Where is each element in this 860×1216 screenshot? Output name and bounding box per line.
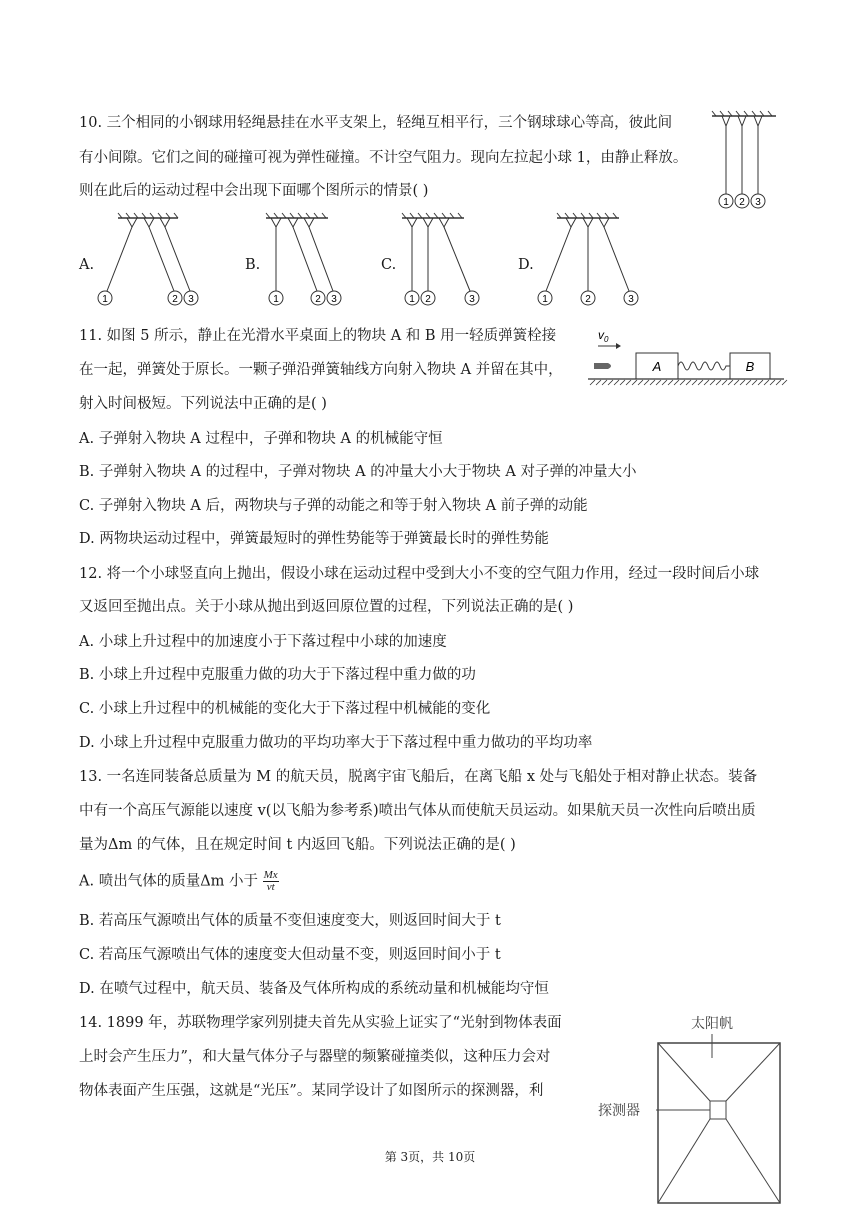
ground-hatch-mark [752, 380, 757, 385]
ground-hatch-mark [626, 380, 631, 385]
fraction-numerator: Mx [263, 869, 278, 881]
ground-hatch-mark [656, 380, 661, 385]
ground-hatch-mark [644, 380, 649, 385]
ball-label-1: 1 [723, 197, 729, 208]
ground-hatch-mark [710, 380, 715, 385]
q10-option-a-label: A. [79, 257, 95, 273]
block-a-label: A [652, 359, 662, 374]
ground-hatch-mark [620, 380, 625, 385]
ball-label-2: 2 [315, 294, 321, 305]
q13-option-c: C. 若高压气源喷出气体的速度变大但动量不变，则返回时间小于 t [79, 947, 501, 963]
q11-option-c: C. 子弹射入物块 A 后，两物块与子弹的动能之和等于射入物块 A 前子弹的动能 [79, 498, 588, 514]
ball-label-2: 2 [425, 294, 431, 305]
q10-line-3: 则在此后的运动过程中会出现下面哪个图所示的情景( ) [79, 183, 429, 199]
q10-option-a-figure [96, 210, 206, 310]
ball-label-2: 2 [585, 294, 591, 305]
ground-hatch-mark [602, 380, 607, 385]
ground-hatch-mark [596, 380, 601, 385]
page-number-footer: 第 3页，共 10页 [384, 1150, 476, 1164]
block-b-label: B [745, 359, 755, 374]
solar-sail-label: 太阳帆 [691, 1015, 733, 1031]
q13-line-2: 中有一个高压气源能以速度 v(以飞船为参考系)喷出气体从而使航天员运动。如果航天员一次性向后喷出质 [79, 803, 756, 819]
detector-label: 探测器 [598, 1102, 640, 1118]
q11-bullet-spring-figure [588, 325, 788, 387]
q11-line-2: 在一起，弹簧处于原长。一颗子弹沿弹簧轴线方向射入物块 A 并留在其中， [79, 362, 563, 378]
q12-option-b: B. 小球上升过程中克服重力做的功大于下落过程中重力做的功 [79, 667, 476, 683]
fraction-denominator: vt [266, 881, 275, 893]
ground-hatch-mark [590, 380, 595, 385]
q10-line-2: 有小间隙。它们之间的碰撞可视为弹性碰撞。不计空气阻力。现向左拉起小球 1，由静止释放。 [79, 150, 688, 166]
ground-hatch-mark [638, 380, 643, 385]
ball-label-3: 3 [188, 294, 194, 305]
q14-line-2: 上时会产生压力”，和大量气体分子与器壁的频繁碰撞类似，这种压力会对 [79, 1049, 551, 1065]
q10-option-b-label: B. [245, 257, 261, 273]
ground-hatch-mark [746, 380, 751, 385]
q13-option-a-fraction [263, 870, 279, 893]
q14-line-3: 物体表面产生压强，这就是“光压”。某同学设计了如图所示的探测器，利 [79, 1083, 544, 1099]
q13-option-a [79, 870, 279, 893]
q10-line-1: 10. 三个相同的小钢球用轻绳悬挂在水平支架上，轻绳互相平行，三个钢球球心等高，彼此间 [79, 115, 673, 131]
q10-option-d-label: D. [518, 257, 534, 273]
q13-line-3: 量为Δm 的气体，且在规定时间 t 内返回飞船。下列说法正确的是( ) [79, 837, 516, 853]
ball-label-3: 3 [755, 197, 761, 208]
ground-hatch-mark [758, 380, 763, 385]
q13-line-1: 13. 一名连同装备总质量为 M 的航天员，脱离宇宙飞船后，在离飞船 x 处与飞船处于相对静止状态。装备 [79, 769, 758, 785]
ball-label-1: 1 [409, 294, 415, 305]
q14-line-1: 14. 1899 年，苏联物理学家列别捷夫首先从实验上证实了“光射到物体表面 [79, 1015, 562, 1031]
ball-label-3: 3 [469, 294, 475, 305]
q13-option-d: D. 在喷气过程中，航天员、装备及气体所构成的系统动量和机械能均守恒 [79, 981, 549, 997]
q11-line-3: 射入时间极短。下列说法中正确的是( ) [79, 396, 327, 412]
ball-label-3: 3 [331, 294, 337, 305]
ground-hatch-mark [776, 380, 781, 385]
velocity-label: $v_0$ [598, 328, 609, 344]
ground-hatch-mark [782, 380, 787, 385]
ground-hatch-mark [722, 380, 727, 385]
q10-pendulum-figure [708, 108, 788, 218]
q13-option-a-text: A. 喷出气体的质量Δm 小于 [79, 873, 259, 890]
ground-hatch-mark [662, 380, 667, 385]
ground-hatch-mark [692, 380, 697, 385]
ground-hatch-mark [668, 380, 673, 385]
q12-option-c: C. 小球上升过程中的机械能的变化大于下落过程中机械能的变化 [79, 701, 491, 717]
ground-hatch-mark [674, 380, 679, 385]
q11-option-d: D. 两物块运动过程中，弹簧最短时的弹性势能等于弹簧最长时的弹性势能 [79, 531, 549, 547]
ground-hatch-mark [728, 380, 733, 385]
ground-hatch-mark [698, 380, 703, 385]
ball-label-1: 1 [542, 294, 548, 305]
ground-hatch-mark [650, 380, 655, 385]
ground-hatch-mark [614, 380, 619, 385]
q12-option-a: A. 小球上升过程中的加速度小于下落过程中小球的加速度 [79, 634, 447, 650]
ball-label-1: 1 [273, 294, 279, 305]
detector-box [710, 1101, 726, 1119]
q12-line-1: 12. 将一个小球竖直向上抛出，假设小球在运动过程中受到大小不变的空气阻力作用，经过一段时间后小球 [79, 566, 760, 582]
ground-hatch-mark [740, 380, 745, 385]
ball-label-1: 1 [102, 294, 108, 305]
ground-hatch-mark [608, 380, 613, 385]
bullet [594, 363, 611, 369]
ground-hatch-mark [686, 380, 691, 385]
sail-frame [658, 1043, 780, 1203]
ground-hatch-mark [716, 380, 721, 385]
q10-option-c-label: C. [381, 257, 397, 273]
ball-label-3: 3 [628, 294, 634, 305]
q10-option-c-figure [398, 210, 498, 310]
q10-option-d-figure [535, 210, 645, 310]
q13-option-b: B. 若高压气源喷出气体的质量不变但速度变大，则返回时间大于 t [79, 913, 501, 929]
ball-label-2: 2 [172, 294, 178, 305]
q12-option-d: D. 小球上升过程中克服重力做功的平均功率大于下落过程中重力做功的平均功率 [79, 735, 593, 751]
q10-option-b-figure [262, 210, 362, 310]
ground-hatch-mark [764, 380, 769, 385]
spring [678, 362, 730, 370]
ball-label-2: 2 [739, 197, 745, 208]
q11-line-1: 11. 如图 5 所示，静止在光滑水平桌面上的物块 A 和 B 用一轻质弹簧栓接 [79, 328, 557, 344]
ground-hatch-mark [632, 380, 637, 385]
q14-solar-sail-figure [594, 1008, 794, 1208]
q12-line-2: 又返回至抛出点。关于小球从抛出到返回原位置的过程，下列说法正确的是( ) [79, 599, 574, 615]
q11-option-a: A. 子弹射入物块 A 过程中，子弹和物块 A 的机械能守恒 [79, 431, 443, 447]
ground-hatch-mark [734, 380, 739, 385]
ground-hatch-mark [704, 380, 709, 385]
q11-option-b: B. 子弹射入物块 A 的过程中，子弹对物块 A 的冲量大小大于物块 A 对子弹的冲量大小 [79, 464, 637, 480]
ground-hatch-mark [770, 380, 775, 385]
ground-hatch-mark [680, 380, 685, 385]
